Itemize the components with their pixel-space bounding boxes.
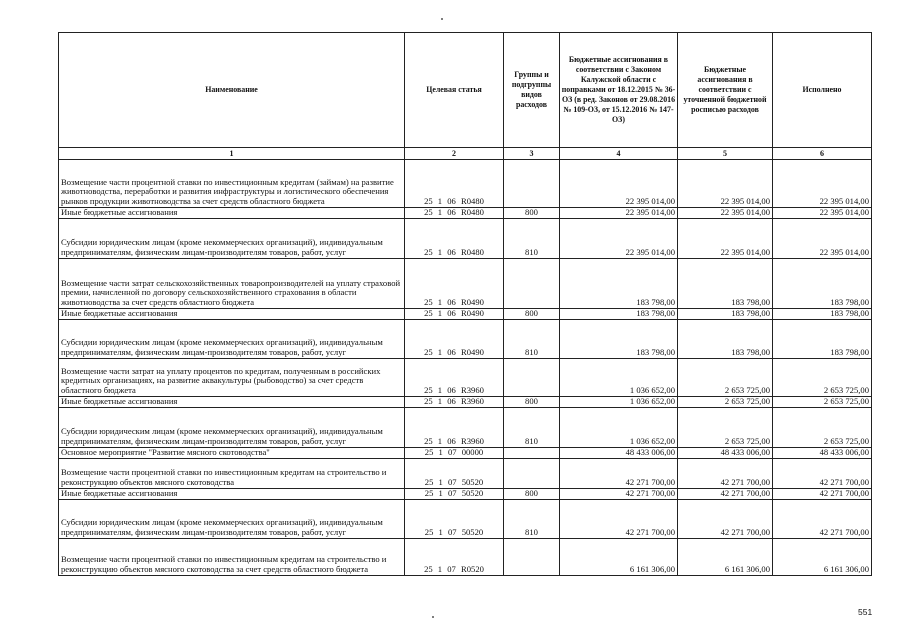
row-roster-amount: 2 653 725,00 — [678, 397, 773, 408]
row-group — [504, 459, 560, 489]
row-roster-amount: 22 395 014,00 — [678, 160, 773, 208]
row-code: 25 1 06 R0480 — [405, 160, 504, 208]
table-row — [59, 408, 872, 448]
row-roster-amount: 2 653 725,00 — [678, 408, 773, 448]
row-group — [504, 160, 560, 208]
row-code: 25 1 07 50520 — [405, 489, 504, 500]
column-number: 1 — [59, 148, 405, 160]
row-group: 800 — [504, 397, 560, 408]
row-executed-amount: 2 653 725,00 — [773, 408, 872, 448]
row-roster-amount: 42 271 700,00 — [678, 459, 773, 489]
row-executed-amount: 42 271 700,00 — [773, 500, 872, 539]
row-code: 25 1 06 R0490 — [405, 259, 504, 309]
row-code: 25 1 06 R0480 — [405, 208, 504, 219]
row-law-amount: 42 271 700,00 — [560, 459, 678, 489]
row-code: 25 1 07 00000 — [405, 448, 504, 459]
row-name: Иные бюджетные ассигнования — [59, 397, 405, 408]
row-name: Возмещение части процентной ставки по инвестиционным кредитам на строительство и реконструкцию объектов мясного скотоводства — [59, 459, 405, 489]
row-executed-amount: 22 395 014,00 — [773, 219, 872, 259]
row-name: Иные бюджетные ассигнования — [59, 208, 405, 219]
row-code: 25 1 06 R0490 — [405, 320, 504, 359]
row-executed-amount: 22 395 014,00 — [773, 208, 872, 219]
row-name: Субсидии юридическим лицам (кроме некоммерческих организаций), индивидуальным предпринимателям, физическим лицам-производителям товаров, работ, услуг — [59, 320, 405, 359]
row-group: 800 — [504, 489, 560, 500]
row-name: Возмещение части затрат сельскохозяйственных товаропроизводителей на уплату страховой премии, начисленной по договору сельскохозяйственного страхования в области животноводства за счет средств областного бюджета — [59, 259, 405, 309]
column-number-row — [59, 148, 872, 160]
row-code: 25 1 07 R0520 — [405, 539, 504, 576]
table-row — [59, 160, 872, 208]
row-name: Иные бюджетные ассигнования — [59, 309, 405, 320]
column-number: 2 — [405, 148, 504, 160]
row-group: 810 — [504, 219, 560, 259]
header-roster-appropriations: Бюджетные ассигнования в соответствии с уточненной бюджетной росписью расходов — [678, 33, 773, 148]
row-name: Основное мероприятие "Развитие мясного скотоводства" — [59, 448, 405, 459]
budget-table — [58, 32, 872, 576]
header-target-article: Целевая статья — [405, 33, 504, 148]
row-group: 810 — [504, 500, 560, 539]
row-executed-amount: 6 161 306,00 — [773, 539, 872, 576]
column-number: 4 — [560, 148, 678, 160]
row-name: Субсидии юридическим лицам (кроме некоммерческих организаций), индивидуальным предпринимателям, физическим лицам-производителям товаров, работ, услуг — [59, 219, 405, 259]
row-executed-amount: 2 653 725,00 — [773, 397, 872, 408]
row-group — [504, 359, 560, 397]
header-executed: Исполнено — [773, 33, 872, 148]
row-code: 25 1 06 R0480 — [405, 219, 504, 259]
row-name: Иные бюджетные ассигнования — [59, 489, 405, 500]
row-name: Субсидии юридическим лицам (кроме некоммерческих организаций), индивидуальным предпринимателям, физическим лицам-производителям товаров, работ, услуг — [59, 500, 405, 539]
row-executed-amount: 183 798,00 — [773, 309, 872, 320]
row-roster-amount: 2 653 725,00 — [678, 359, 773, 397]
row-name: Субсидии юридическим лицам (кроме некоммерческих организаций), индивидуальным предпринимателям, физическим лицам-производителям товаров, работ, услуг — [59, 408, 405, 448]
row-code: 25 1 06 R3960 — [405, 359, 504, 397]
row-roster-amount: 183 798,00 — [678, 259, 773, 309]
row-law-amount: 22 395 014,00 — [560, 160, 678, 208]
row-code: 25 1 07 50520 — [405, 500, 504, 539]
row-law-amount: 42 271 700,00 — [560, 500, 678, 539]
row-executed-amount: 42 271 700,00 — [773, 459, 872, 489]
row-code: 25 1 06 R0490 — [405, 309, 504, 320]
row-law-amount: 1 036 652,00 — [560, 408, 678, 448]
row-executed-amount: 22 395 014,00 — [773, 160, 872, 208]
table-row — [59, 489, 872, 500]
row-roster-amount: 183 798,00 — [678, 320, 773, 359]
row-roster-amount: 42 271 700,00 — [678, 489, 773, 500]
row-law-amount: 183 798,00 — [560, 309, 678, 320]
row-executed-amount: 183 798,00 — [773, 259, 872, 309]
row-group — [504, 448, 560, 459]
row-group: 810 — [504, 320, 560, 359]
row-code: 25 1 06 R3960 — [405, 408, 504, 448]
row-code: 25 1 06 R3960 — [405, 397, 504, 408]
scan-speck — [432, 616, 434, 618]
header-name: Наименование — [59, 33, 405, 148]
row-roster-amount: 22 395 014,00 — [678, 219, 773, 259]
row-executed-amount: 183 798,00 — [773, 320, 872, 359]
row-law-amount: 22 395 014,00 — [560, 208, 678, 219]
row-executed-amount: 48 433 006,00 — [773, 448, 872, 459]
row-roster-amount: 183 798,00 — [678, 309, 773, 320]
column-number: 3 — [504, 148, 560, 160]
table-row — [59, 309, 872, 320]
column-number: 6 — [773, 148, 872, 160]
row-group: 800 — [504, 309, 560, 320]
column-number: 5 — [678, 148, 773, 160]
row-name: Возмещение части процентной ставки по инвестиционным кредитам на строительство и реконструкцию объектов мясного скотоводства за счет средств областного бюджета — [59, 539, 405, 576]
row-group — [504, 539, 560, 576]
scan-speck — [441, 18, 443, 20]
row-law-amount: 6 161 306,00 — [560, 539, 678, 576]
row-group — [504, 259, 560, 309]
row-executed-amount: 42 271 700,00 — [773, 489, 872, 500]
table-row — [59, 359, 872, 397]
header-row — [59, 33, 872, 148]
table-row — [59, 539, 872, 576]
row-law-amount: 1 036 652,00 — [560, 397, 678, 408]
row-law-amount: 42 271 700,00 — [560, 489, 678, 500]
row-group: 810 — [504, 408, 560, 448]
row-group: 800 — [504, 208, 560, 219]
page-number: 551 — [858, 607, 873, 617]
table-row — [59, 208, 872, 219]
row-name: Возмещение части процентной ставки по инвестиционным кредитам (займам) на развитие животноводства, переработки и развития инфраструктуры и логистического обеспечения рынков продукции животноводства за счет средств областного бюджета — [59, 160, 405, 208]
row-roster-amount: 22 395 014,00 — [678, 208, 773, 219]
table-row — [59, 500, 872, 539]
row-name: Возмещение части затрат на уплату процентов по кредитам, полученным в российских кредитных организациях, на развитие аквакультуры (рыбоводство) за счет средств областного бюджета — [59, 359, 405, 397]
row-executed-amount: 2 653 725,00 — [773, 359, 872, 397]
row-roster-amount: 6 161 306,00 — [678, 539, 773, 576]
header-law-appropriations: Бюджетные ассигнования в соответствии с Законом Калужской области с поправками от 18.12.2015 № 36-ОЗ (в ред. Законов от 29.08.2016 № 109-ОЗ, от 15.12.2016 № 147-ОЗ) — [560, 33, 678, 148]
row-law-amount: 183 798,00 — [560, 320, 678, 359]
row-roster-amount: 42 271 700,00 — [678, 500, 773, 539]
table-row — [59, 448, 872, 459]
table-row — [59, 259, 872, 309]
row-law-amount: 48 433 006,00 — [560, 448, 678, 459]
row-law-amount: 22 395 014,00 — [560, 219, 678, 259]
row-law-amount: 1 036 652,00 — [560, 359, 678, 397]
header-expense-groups: Группы и подгруппы видов расходов — [504, 33, 560, 148]
row-roster-amount: 48 433 006,00 — [678, 448, 773, 459]
row-code: 25 1 07 50520 — [405, 459, 504, 489]
table-row — [59, 397, 872, 408]
table-row — [59, 320, 872, 359]
table-row — [59, 219, 872, 259]
row-law-amount: 183 798,00 — [560, 259, 678, 309]
table-row — [59, 459, 872, 489]
